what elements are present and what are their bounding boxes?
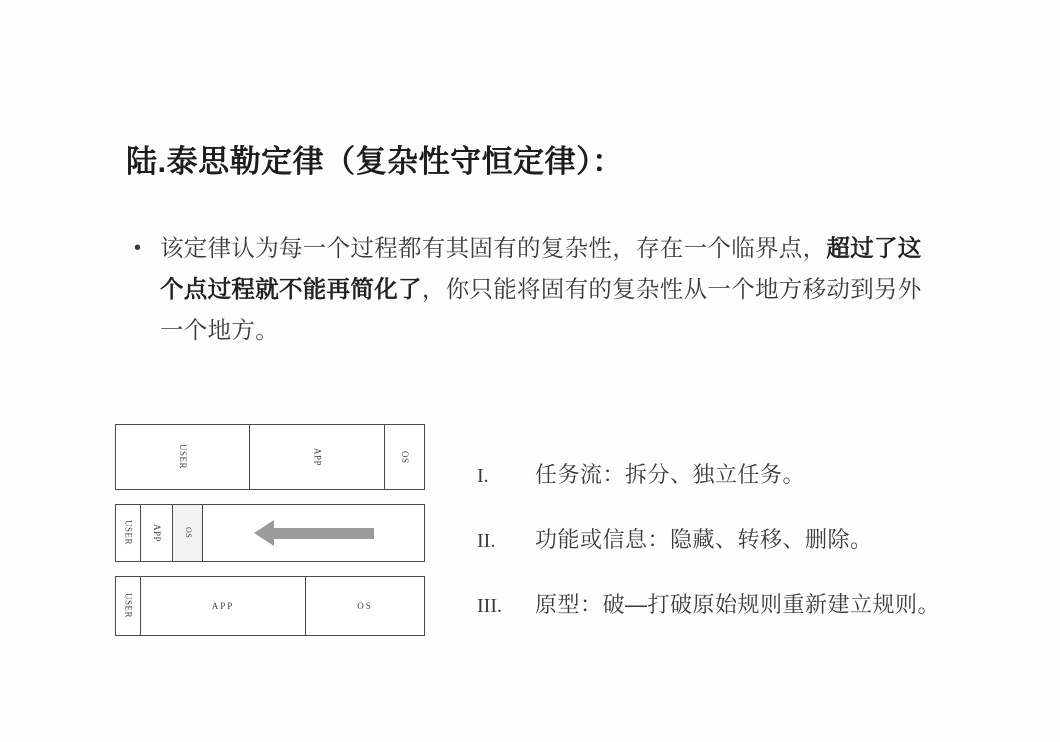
body-bullet xyxy=(126,228,946,351)
principles-list xyxy=(477,458,1022,653)
body-text-part2: ，你只能将固有的复杂性从一个地方移动到另外一个地方。 xyxy=(160,276,922,343)
list-item-number: II. xyxy=(477,530,496,552)
diagram-cell-os-3 xyxy=(306,576,425,636)
diagram-row-2 xyxy=(115,504,425,562)
diagram-label-user-3: USER xyxy=(123,593,134,619)
list-item xyxy=(477,458,1022,489)
body-text-bold: 超过了这个点过程就不能再简化了 xyxy=(160,235,922,302)
body-text xyxy=(160,228,940,351)
diagram-cell-app-1 xyxy=(250,424,385,490)
list-item-number: III. xyxy=(477,595,502,617)
diagram-label-user-2: USER xyxy=(123,520,134,546)
diagram-label-os-1: OS xyxy=(399,450,410,464)
diagram-cell-user-1 xyxy=(115,424,250,490)
diagram-label-app-2: APP xyxy=(151,523,162,542)
list-item-label: 功能或信息：隐藏、转移、删除。 xyxy=(535,527,873,552)
diagram-cell-os-1 xyxy=(385,424,425,490)
diagram-row-3 xyxy=(115,576,425,636)
diagram-cell-user-2 xyxy=(115,504,141,562)
list-item xyxy=(477,588,1022,619)
list-item-number: I. xyxy=(477,465,489,487)
diagram-label-user-1: USER xyxy=(177,444,188,470)
bullet-marker: • xyxy=(134,237,142,259)
list-item-label: 原型：破—打破原始规则重新建立规则。 xyxy=(535,592,941,617)
list-item-label: 任务流：拆分、独立任务。 xyxy=(535,462,806,487)
diagram-label-app-3: APP xyxy=(211,601,235,611)
diagram-row-1 xyxy=(115,424,425,490)
diagram-cell-empty-2 xyxy=(203,504,425,562)
diagram-label-app-1: APP xyxy=(312,447,323,466)
complexity-diagram xyxy=(115,424,425,636)
page-title: 陆.泰思勒定律（复杂性守恒定律）： xyxy=(126,144,624,179)
left-arrow-icon xyxy=(254,526,374,540)
diagram-cell-app-3 xyxy=(141,576,306,636)
diagram-cell-os-2 xyxy=(173,504,203,562)
diagram-label-os-3: OS xyxy=(357,601,373,611)
body-text-part1: 该定律认为每一个过程都有其固有的复杂性，存在一个临界点， xyxy=(160,235,827,261)
list-item xyxy=(477,523,1022,554)
diagram-cell-app-2 xyxy=(141,504,173,562)
diagram-label-os-2: OS xyxy=(183,527,193,539)
diagram-cell-user-3 xyxy=(115,576,141,636)
